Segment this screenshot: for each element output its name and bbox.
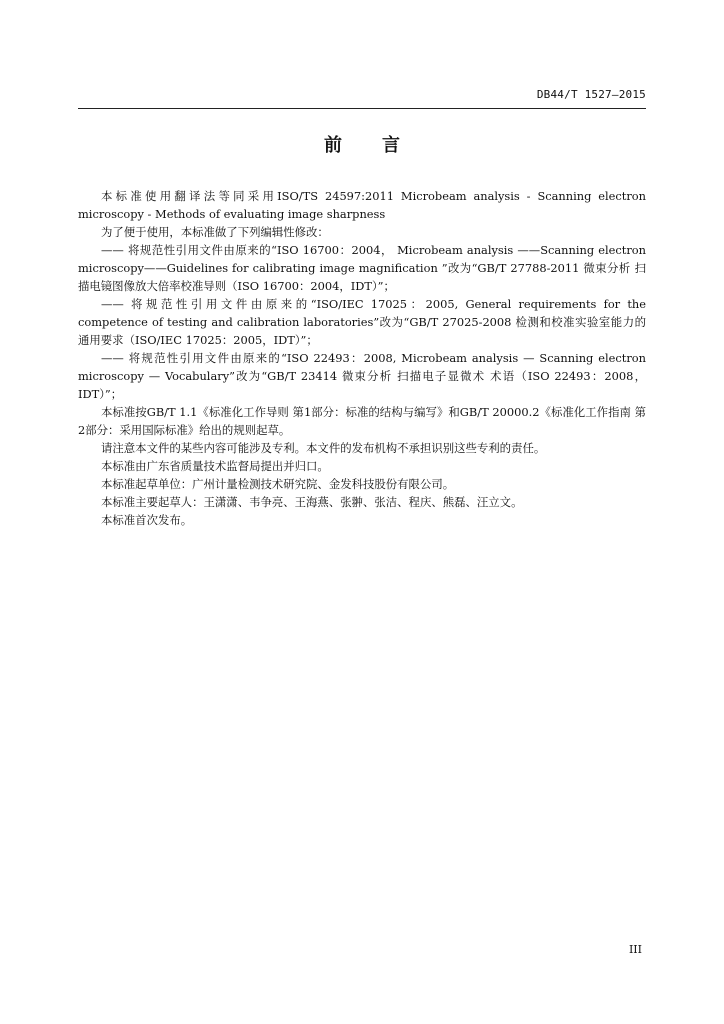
paragraph-edit-intro: 为了便于使用，本标准做了下列编辑性修改： xyxy=(101,225,329,239)
paragraph-drafting-units: 本标准起草单位：广州计量检测技术研究院、金发科技股份有限公司。 xyxy=(101,477,455,491)
paragraph-drafters: 本标准主要起草人：王潇潇、韦争亮、王海燕、张翀、张洁、程庆、熊磊、汪立文。 xyxy=(101,495,523,509)
paragraph-proposer: 本标准由广东省质量技术监督局提出并归口。 xyxy=(101,459,329,473)
standard-code: DB44/T 1527—2015 xyxy=(536,88,646,101)
page-number: III xyxy=(628,943,642,956)
foreword-body xyxy=(78,187,646,529)
header-rule xyxy=(78,108,646,109)
page-title: 前言 xyxy=(324,135,440,156)
paragraph-edit-item-2: —— 将规范性引用文件由原来的“ISO/IEC 17025：2005, General requirements for the competence of testing and calibration laboratories”改为“GB/T 27025-2008 检测和校准实验室能力的通用要求（ISO/IEC 17025：2005，IDT）”； xyxy=(78,297,646,347)
paragraph-patent-notice: 请注意本文件的某些内容可能涉及专利。本文件的发布机构不承担识别这些专利的责任。 xyxy=(101,441,546,455)
paragraph-edit-item-1: —— 将规范性引用文件由原来的“ISO 16700：2004， Microbeam analysis ——Scanning electron microscopy——Guidelines for calibrating image magnification ”改为“GB/T 27788-2011 微束分析 扫描电镜图像放大倍率校准导则（ISO 16700：2004，IDT）”； xyxy=(78,243,646,293)
paragraph-first-release: 本标准首次发布。 xyxy=(101,513,193,527)
paragraph-drafting-rules: 本标准按GB/T 1.1《标准化工作导则 第1部分：标准的结构与编写》和GB/T 20000.2《标准化工作指南 第2部分：采用国际标准》给出的规则起草。 xyxy=(78,405,646,437)
paragraph-adoption: 本标准使用翻译法等同采用ISO/TS 24597:2011 Microbeam analysis - Scanning electron microscopy - Methods of evaluating image sharpness xyxy=(78,189,646,221)
paragraph-edit-item-3: —— 将规范性引用文件由原来的“ISO 22493：2008, Microbeam analysis — Scanning electron microscopy — Vocabulary”改为“GB/T 23414 微束分析 扫描电子显微术 术语（ISO 22493：2008，IDT）”； xyxy=(78,351,646,401)
